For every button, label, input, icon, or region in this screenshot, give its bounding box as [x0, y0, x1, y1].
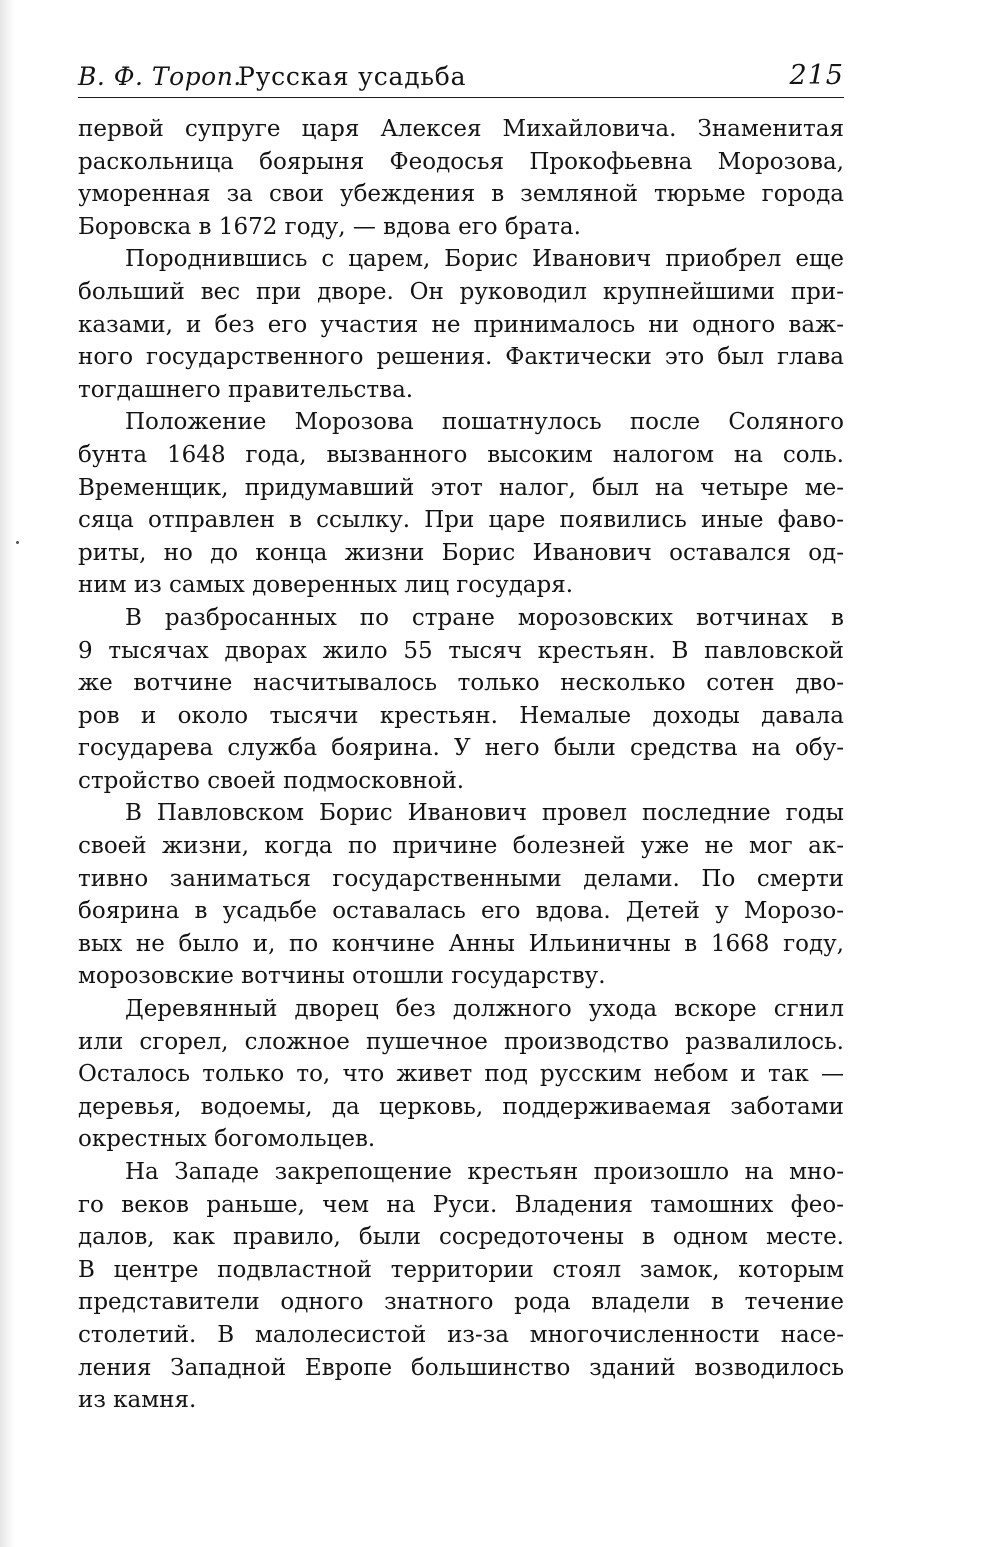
text-line: вых не было и, по кончине Анны Ильиничны в 1668 году,	[78, 930, 844, 957]
text-line: На Западе закрепощение крестьян произошло на мно-	[125, 1159, 844, 1185]
text-line: же вотчине насчитывалось только несколько сотен дво-	[78, 670, 844, 697]
body-text	[78, 113, 844, 1417]
text-line: столетий. В малолесистой из-за многочисленности насе-	[78, 1321, 844, 1348]
header-rule	[78, 97, 844, 98]
text-line: Породнившись с царем, Борис Иванович приобрел еще	[125, 246, 844, 273]
text-line: государева служба боярина. У него были средства на обу-	[78, 735, 844, 762]
text-line: риты, но до конца жизни Борис Иванович оставался од-	[78, 539, 844, 566]
text-line: Положение Морозова пошатнулось после Соляного	[125, 409, 844, 436]
text-line: Боровска в 1672 году, — вдова его брата.	[78, 213, 581, 240]
scan-shadow-edge	[0, 0, 14, 1547]
text-line: ров и около тысячи крестьян. Немалые доходы давала	[78, 702, 844, 729]
paragraph	[78, 243, 844, 406]
paragraph	[78, 406, 844, 602]
text-line: своей жизни, когда по причине болезней уже не мог ак-	[78, 833, 844, 860]
text-line: из камня.	[78, 1387, 197, 1414]
text-line: стройство своей подмосковной.	[78, 767, 465, 794]
running-header	[78, 60, 844, 100]
text-line: больший вес при дворе. Он руководил крупнейшими при-	[78, 278, 844, 305]
paragraph	[78, 797, 844, 993]
paragraph	[78, 1156, 844, 1417]
text-line: го веков раньше, чем на Руси. Владения тамошних фео-	[78, 1191, 844, 1218]
text-line: 9 тысячах дворах жило 55 тысяч крестьян. В павловской	[78, 637, 844, 664]
text-line: окрестных богомольцев.	[78, 1126, 376, 1153]
text-line: уморенная за свои убеждения в земляной тюрьме города	[78, 181, 844, 208]
text-line: боярина в усадьбе оставалась его вдова. Детей у Морозо-	[78, 898, 844, 925]
paragraph	[78, 993, 844, 1156]
text-line: раскольница боярыня Феодосья Прокофьевна Морозова,	[78, 148, 844, 175]
header-book-title: Русская усадьба	[238, 62, 467, 91]
text-line: Деревянный дворец без должного ухода вскоре сгнил	[125, 996, 844, 1023]
header-author: В. Ф. Тороп.	[78, 62, 242, 91]
text-line: Осталось только то, что живет под русским небом и так —	[78, 1061, 844, 1088]
text-line: деревья, водоемы, да церковь, поддерживаемая заботами	[78, 1093, 844, 1120]
text-line: ним из самых доверенных лиц государя.	[78, 572, 574, 599]
text-line: В Павловском Борис Иванович провел последние годы	[125, 800, 844, 827]
paragraph	[78, 113, 844, 243]
text-line: первой супруге царя Алексея Михайловича. Знаменитая	[78, 116, 844, 142]
text-line: далов, как правило, были сосредоточены в одном месте.	[78, 1224, 844, 1251]
text-line: сяца отправлен в ссылку. При царе появились иные фаво-	[78, 507, 844, 534]
text-line: ления Западной Европе большинство зданий возводилось	[78, 1354, 844, 1381]
text-line: тогдашнего правительства.	[78, 376, 414, 403]
text-line: представители одного знатного рода владели в течение	[78, 1289, 844, 1316]
page-number: 215	[789, 60, 844, 91]
text-line: Временщик, придумавший этот налог, был на четыре ме-	[78, 474, 844, 501]
text-line: ного государственного решения. Фактически это был глава	[78, 344, 844, 371]
text-line: бунта 1648 года, вызванного высоким налогом на соль.	[78, 441, 844, 468]
text-line: казами, и без его участия не принималось ни одного важ-	[78, 311, 844, 338]
text-line: или сгорел, сложное пушечное производство развалилось.	[78, 1028, 844, 1055]
text-line: морозовские вотчины отошли государству.	[78, 963, 606, 990]
paragraph	[78, 602, 844, 798]
scan-speck	[16, 541, 19, 544]
text-line: тивно заниматься государственными делами. По смерти	[78, 865, 844, 892]
text-line: В разбросанных по стране морозовских вотчинах в	[125, 604, 844, 631]
text-line: В центре подвластной территории стоял замок, которым	[78, 1256, 844, 1283]
